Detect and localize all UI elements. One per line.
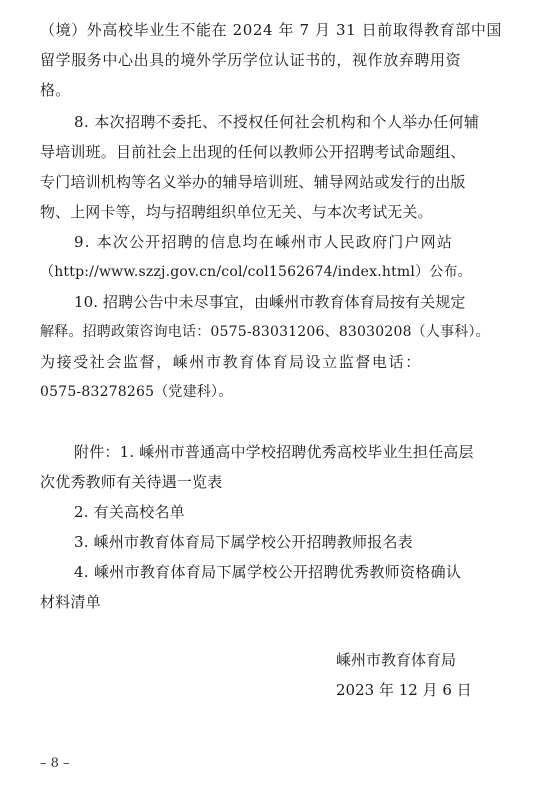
attachment-2-line: 2. 有关高校名单 xyxy=(74,503,185,521)
page-number: – 8 – xyxy=(40,756,70,771)
clause-9-line: 9. 本次公开招聘的信息均在嵊州市人民政府门户网站 xyxy=(74,233,454,251)
consult-phone-line: 解释。招聘政策咨询电话：0575-83031206、83030208（人事科）。 xyxy=(40,324,490,340)
attachment-4-continued: 材料清单 xyxy=(40,593,101,611)
body-line: 为接受社会监督，嵊州市教育体育局设立监督电话： xyxy=(40,353,422,371)
attachment-1-line: 附件：1. 嵊州市普通高中学校招聘优秀高校毕业生担任高层 xyxy=(74,443,474,461)
attachment-3-line: 3. 嵊州市教育体育局下属学校公开招聘教师报名表 xyxy=(74,533,413,551)
body-line: 物、上网卡等，均与招聘组织单位无关、与本次考试无关。 xyxy=(40,203,433,221)
body-line: 专门培训机构等名义举办的辅导培训班、辅导网站或发行的出版 xyxy=(40,173,466,191)
clause-8-line: 8. 本次招聘不委托、不授权任何社会机构和个人举办任何辅 xyxy=(74,113,480,131)
attachment-4-line: 4. 嵊州市教育体育局下属学校公开招聘优秀教师资格确认 xyxy=(74,563,462,581)
website-url-line: （http://www.szzj.gov.cn/col/col1562674/index.html）公布。 xyxy=(40,264,472,280)
clause-10-line: 10. 招聘公告中未尽事宜，由嵊州市教育体育局按有关规定 xyxy=(74,293,466,311)
signature-date: 2023 年 12 月 6 日 xyxy=(336,681,472,699)
supervision-phone-line: 0575-83278265（党建科）。 xyxy=(40,384,233,400)
body-line: 留学服务中心出具的境外学历学位认证书的，视作放弃聘用资 xyxy=(40,51,462,69)
signature-organization: 嵊州市教育体育局 xyxy=(336,651,457,669)
body-line: 导培训班。目前社会上出现的任何以教师公开招聘考试命题组、 xyxy=(40,143,466,161)
body-line: （境）外高校毕业生不能在 2024 年 7 月 31 日前取得教育部中国 xyxy=(40,21,503,39)
attachment-1-continued: 次优秀教师有关待遇一览表 xyxy=(40,473,223,491)
body-line: 格。 xyxy=(40,81,71,99)
